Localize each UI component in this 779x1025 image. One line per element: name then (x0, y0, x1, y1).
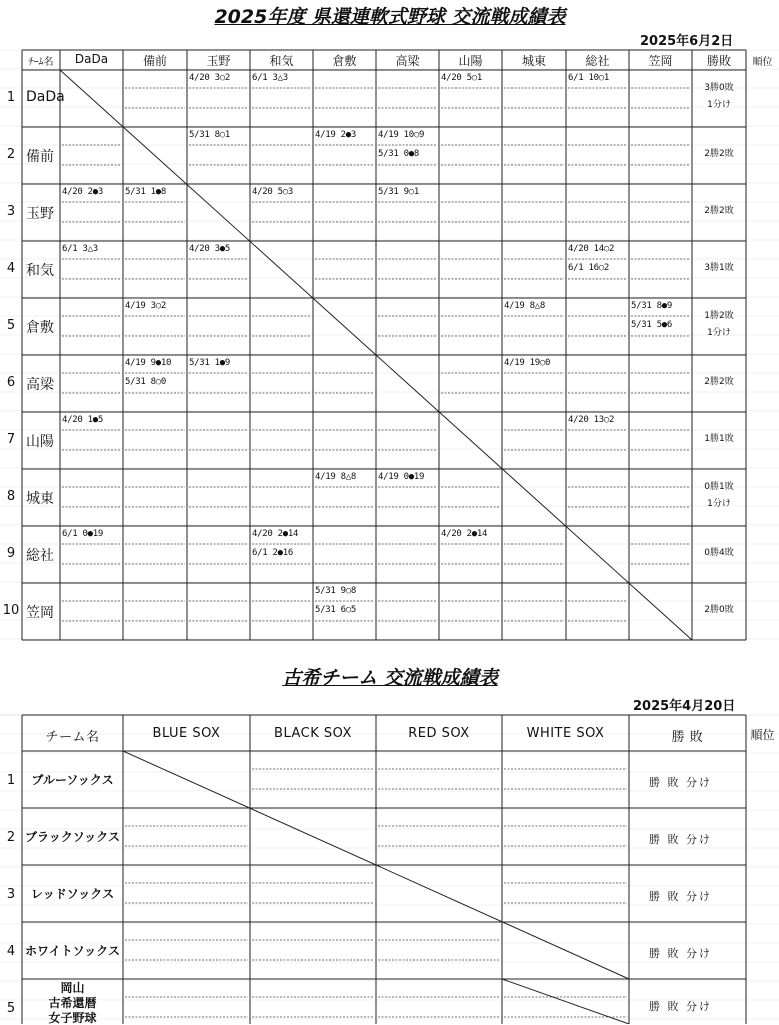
game-result: 4/20 14○2 (568, 244, 615, 254)
game-result: 5/31 1●9 (189, 358, 230, 368)
win-loss-record: 2勝2敗 (704, 206, 734, 216)
win-loss-record: 0勝1敗 (704, 482, 734, 492)
col-header-team-7: 山陽 (458, 54, 483, 68)
row2-team-name: 女子野球 (48, 1011, 97, 1025)
row-number: 6 (6, 375, 16, 390)
game-result: 5/31 8○1 (189, 130, 230, 140)
game-result: 4/19 8△8 (504, 301, 545, 311)
game-result: 4/19 10○9 (378, 130, 425, 140)
win-loss-record: 1勝1敗 (704, 434, 734, 444)
row-team-name: 山陽 (26, 434, 54, 450)
row-number: 7 (6, 432, 16, 447)
win-loss-record: 2勝0敗 (704, 605, 734, 615)
col2-header-rank: 順位 (750, 728, 775, 742)
col-header-team-1: DaDa (74, 52, 109, 66)
game-result: 5/31 5●6 (631, 320, 672, 330)
row2-team-name: 岡山 (60, 981, 85, 995)
row-team-name: 城東 (26, 491, 54, 507)
col2-header-team: チーム名 (45, 730, 100, 745)
row2-number: 1 (6, 773, 16, 788)
win-loss-record: 0勝4敗 (704, 548, 734, 558)
row-number: 5 (6, 318, 16, 333)
game-result: 4/19 9●10 (125, 358, 172, 368)
row-number: 4 (6, 261, 16, 276)
game-result: 4/19 0●19 (378, 472, 425, 482)
game-result: 4/19 3○2 (125, 301, 166, 311)
game-result: 6/1 16○2 (568, 263, 609, 273)
win-loss-record: 2勝2敗 (704, 149, 734, 159)
win-loss-record: 1勝2敗 (704, 311, 734, 321)
row2-team-name: ブルーソックス (31, 773, 114, 787)
game-result: 5/31 1●8 (125, 187, 166, 197)
win-loss-record: 3勝1敗 (704, 263, 734, 273)
game-result: 4/19 19○0 (504, 358, 551, 368)
game-result: 6/1 2●16 (252, 548, 293, 558)
game-result: 5/31 0●8 (378, 149, 419, 159)
col2-header-team-2: BLACK SOX (274, 726, 352, 741)
col-header-team: ﾁｰﾑ名 (28, 57, 54, 68)
col2-header-result: 勝 敗 (671, 730, 704, 745)
game-result: 5/31 9○8 (315, 586, 356, 596)
win-loss-record: 3勝0敗 (704, 83, 734, 93)
win-loss-record-2: 勝 敗 分け (649, 776, 712, 789)
game-result: 4/20 2●14 (441, 529, 488, 539)
sheet1-title: 2025年度 県還連軟式野球 交流戦成績表 (214, 6, 566, 28)
col-header-result: 勝敗 (706, 54, 731, 68)
row-team-name: 和気 (26, 263, 54, 279)
game-result: 4/20 2●14 (252, 529, 299, 539)
win-loss-record-2: 勝 敗 分け (649, 947, 712, 960)
col-header-team-6: 高梁 (395, 54, 420, 68)
win-loss-record-2: 勝 敗 分け (649, 833, 712, 846)
row-team-name: 笠岡 (26, 605, 54, 621)
win-loss-record: 2勝2敗 (704, 377, 734, 387)
row2-team-name: ブラックソックス (24, 830, 121, 844)
col2-header-team-4: WHITE SOX (526, 726, 605, 741)
row2-team-name: レッドソックス (30, 887, 115, 901)
row2-number: 4 (6, 944, 16, 959)
sheet1-date: 2025年6月2日 (640, 34, 734, 49)
row-team-name: 高梁 (26, 377, 54, 393)
col-header-team-5: 倉敷 (332, 54, 357, 68)
game-result: 4/20 1●5 (62, 415, 103, 425)
row2-number: 2 (6, 830, 16, 845)
win-loss-record: 1分け (707, 328, 731, 338)
row-number: 3 (6, 204, 16, 219)
row-team-name: 備前 (26, 149, 54, 165)
col-header-team-9: 総社 (585, 54, 610, 68)
col-header-team-10: 笠岡 (648, 54, 673, 68)
row-team-name: 玉野 (26, 206, 54, 222)
col-header-team-4: 和気 (269, 54, 294, 68)
col2-header-team-1: BLUE SOX (152, 726, 221, 741)
sheet2-title: 古希チーム 交流戦成績表 (282, 667, 498, 689)
col-header-team-8: 城東 (521, 54, 546, 68)
col-header-team-3: 玉野 (206, 54, 231, 68)
game-result: 5/31 9○1 (378, 187, 419, 197)
win-loss-record-2: 勝 敗 分け (649, 890, 712, 903)
game-result: 4/20 3●5 (189, 244, 230, 254)
row-number: 2 (6, 147, 16, 162)
game-result: 4/20 5○1 (441, 73, 482, 83)
game-result: 5/31 6○5 (315, 605, 356, 615)
win-loss-record-2: 勝 敗 分け (649, 1000, 712, 1013)
game-result: 6/1 3△3 (252, 73, 288, 83)
col2-header-team-3: RED SOX (408, 726, 470, 741)
game-result: 6/1 3△3 (62, 244, 98, 254)
row-number: 9 (6, 546, 16, 561)
game-result: 4/20 5○3 (252, 187, 293, 197)
game-result: 4/20 3○2 (189, 73, 230, 83)
col-header-team-2: 備前 (142, 54, 167, 68)
game-result: 6/1 10○1 (568, 73, 609, 83)
game-result: 5/31 8●9 (631, 301, 672, 311)
row2-number: 3 (6, 887, 16, 902)
game-result: 5/31 8○0 (125, 377, 166, 387)
game-result: 4/19 8△8 (315, 472, 356, 482)
win-loss-record: 1分け (707, 100, 731, 110)
row-team-name: 倉敷 (26, 320, 54, 336)
row-team-name: DaDa (26, 89, 65, 105)
sheet2-date: 2025年4月20日 (633, 699, 736, 714)
row2-team-name: ホワイトソックス (25, 944, 120, 958)
game-result: 4/20 13○2 (568, 415, 615, 425)
row2-number: 5 (6, 1001, 16, 1016)
game-result: 4/19 2●3 (315, 130, 356, 140)
row2-team-name: 古希還暦 (48, 996, 97, 1010)
win-loss-record: 1分け (707, 499, 731, 509)
row-number: 10 (2, 603, 20, 618)
row-number: 8 (6, 489, 16, 504)
col-header-rank: 順位 (752, 57, 773, 68)
game-result: 4/20 2●3 (62, 187, 103, 197)
row-team-name: 総社 (26, 548, 54, 564)
game-result: 6/1 0●19 (62, 529, 103, 539)
row-number: 1 (6, 90, 16, 105)
